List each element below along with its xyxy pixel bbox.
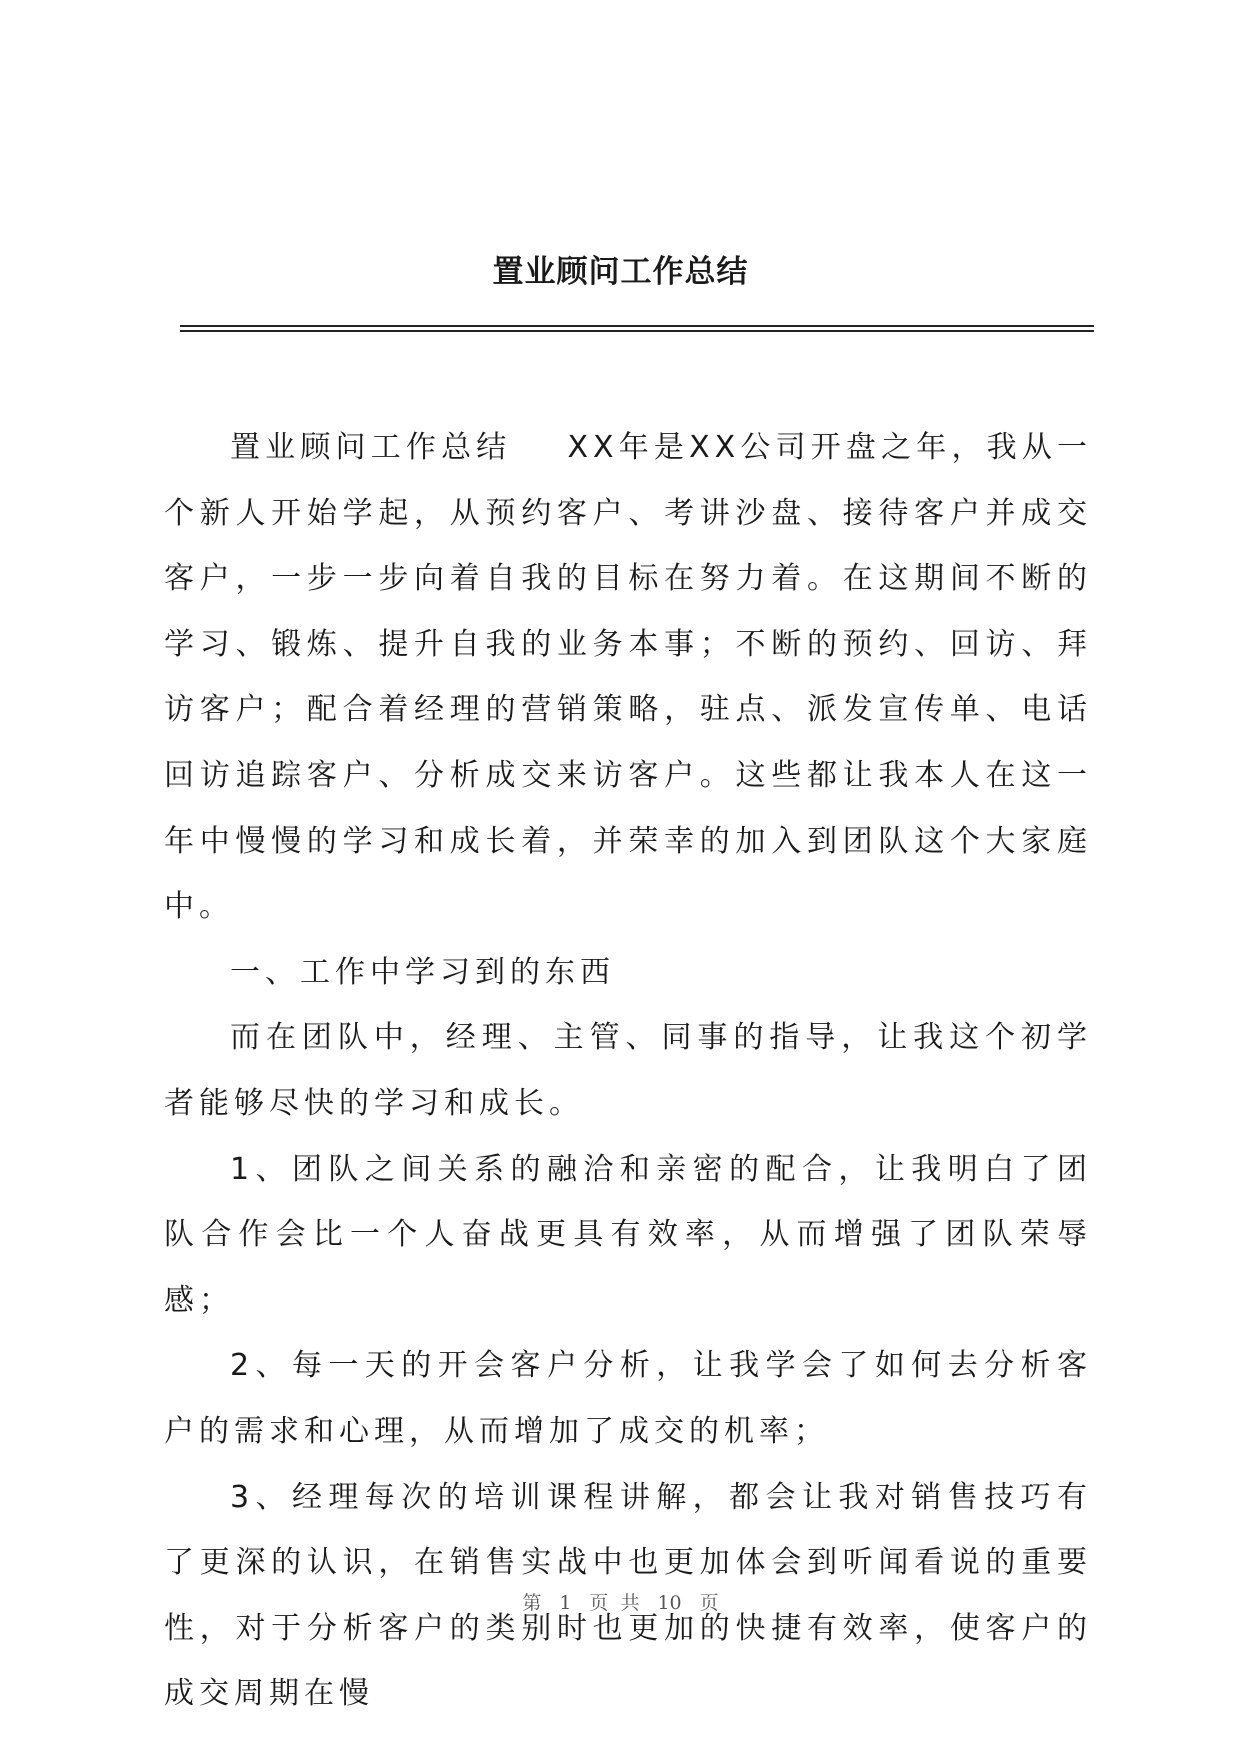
title-divider-bottom	[180, 330, 1094, 332]
footer-label-page: 第	[522, 1592, 542, 1614]
page-footer	[0, 1591, 1241, 1615]
body-paragraph: 而在团队中，经理、主管、同事的指导，让我这个初学者能够尽快的学习和成长。	[164, 1020, 1092, 1121]
body-paragraph-intro	[164, 415, 1092, 940]
document-body	[164, 415, 1092, 1727]
list-item-2: 2、每一天的开会客户分析，让我学会了如何去分析客户的需求和心理，从而增加了成交的机率；	[164, 1348, 1092, 1449]
title-divider-top	[180, 325, 1094, 327]
current-page-number: 1	[559, 1592, 572, 1614]
footer-label-pages: 页	[699, 1592, 719, 1614]
list-item-1: 1、团队之间关系的融洽和亲密的配合，让我明白了团队合作会比一个人奋战更具有效率，从而增强了团队荣辱感；	[164, 1151, 1092, 1318]
paragraph-text: XX年是XX公司开盘之年，我从一个新人开始学起，从预约客户、考讲沙盘、接待客户并成交客户，一步一步向着自我的目标在努力着。在这期间不断的学习、锻炼、提升自我的业务本事；不断的预约、回访、拜访客户；配合着经理的营销策略，驻点、派发宣传单、电话回访追踪客户、分析成交来访客户。这些都让我本人在这一年中慢慢的学习和成长着，并荣幸的加入到团队这个大家庭中。	[164, 430, 1093, 925]
footer-label-of: 页 共	[589, 1592, 640, 1614]
document-title: 置业顾问工作总结	[492, 254, 749, 290]
total-pages-number: 10	[657, 1592, 682, 1614]
section-heading: 一、工作中学习到的东西	[230, 954, 615, 990]
inline-heading: 置业顾问工作总结	[230, 430, 512, 465]
list-item-3: 3、经理每次的培训课程讲解，都会让我对销售技巧有了更深的认识，在销售实战中也更加体会到听闻看说的重要性，对于分析客户的类别时也更加的快捷有效率，使客户的成交周期在慢	[164, 1479, 1092, 1712]
